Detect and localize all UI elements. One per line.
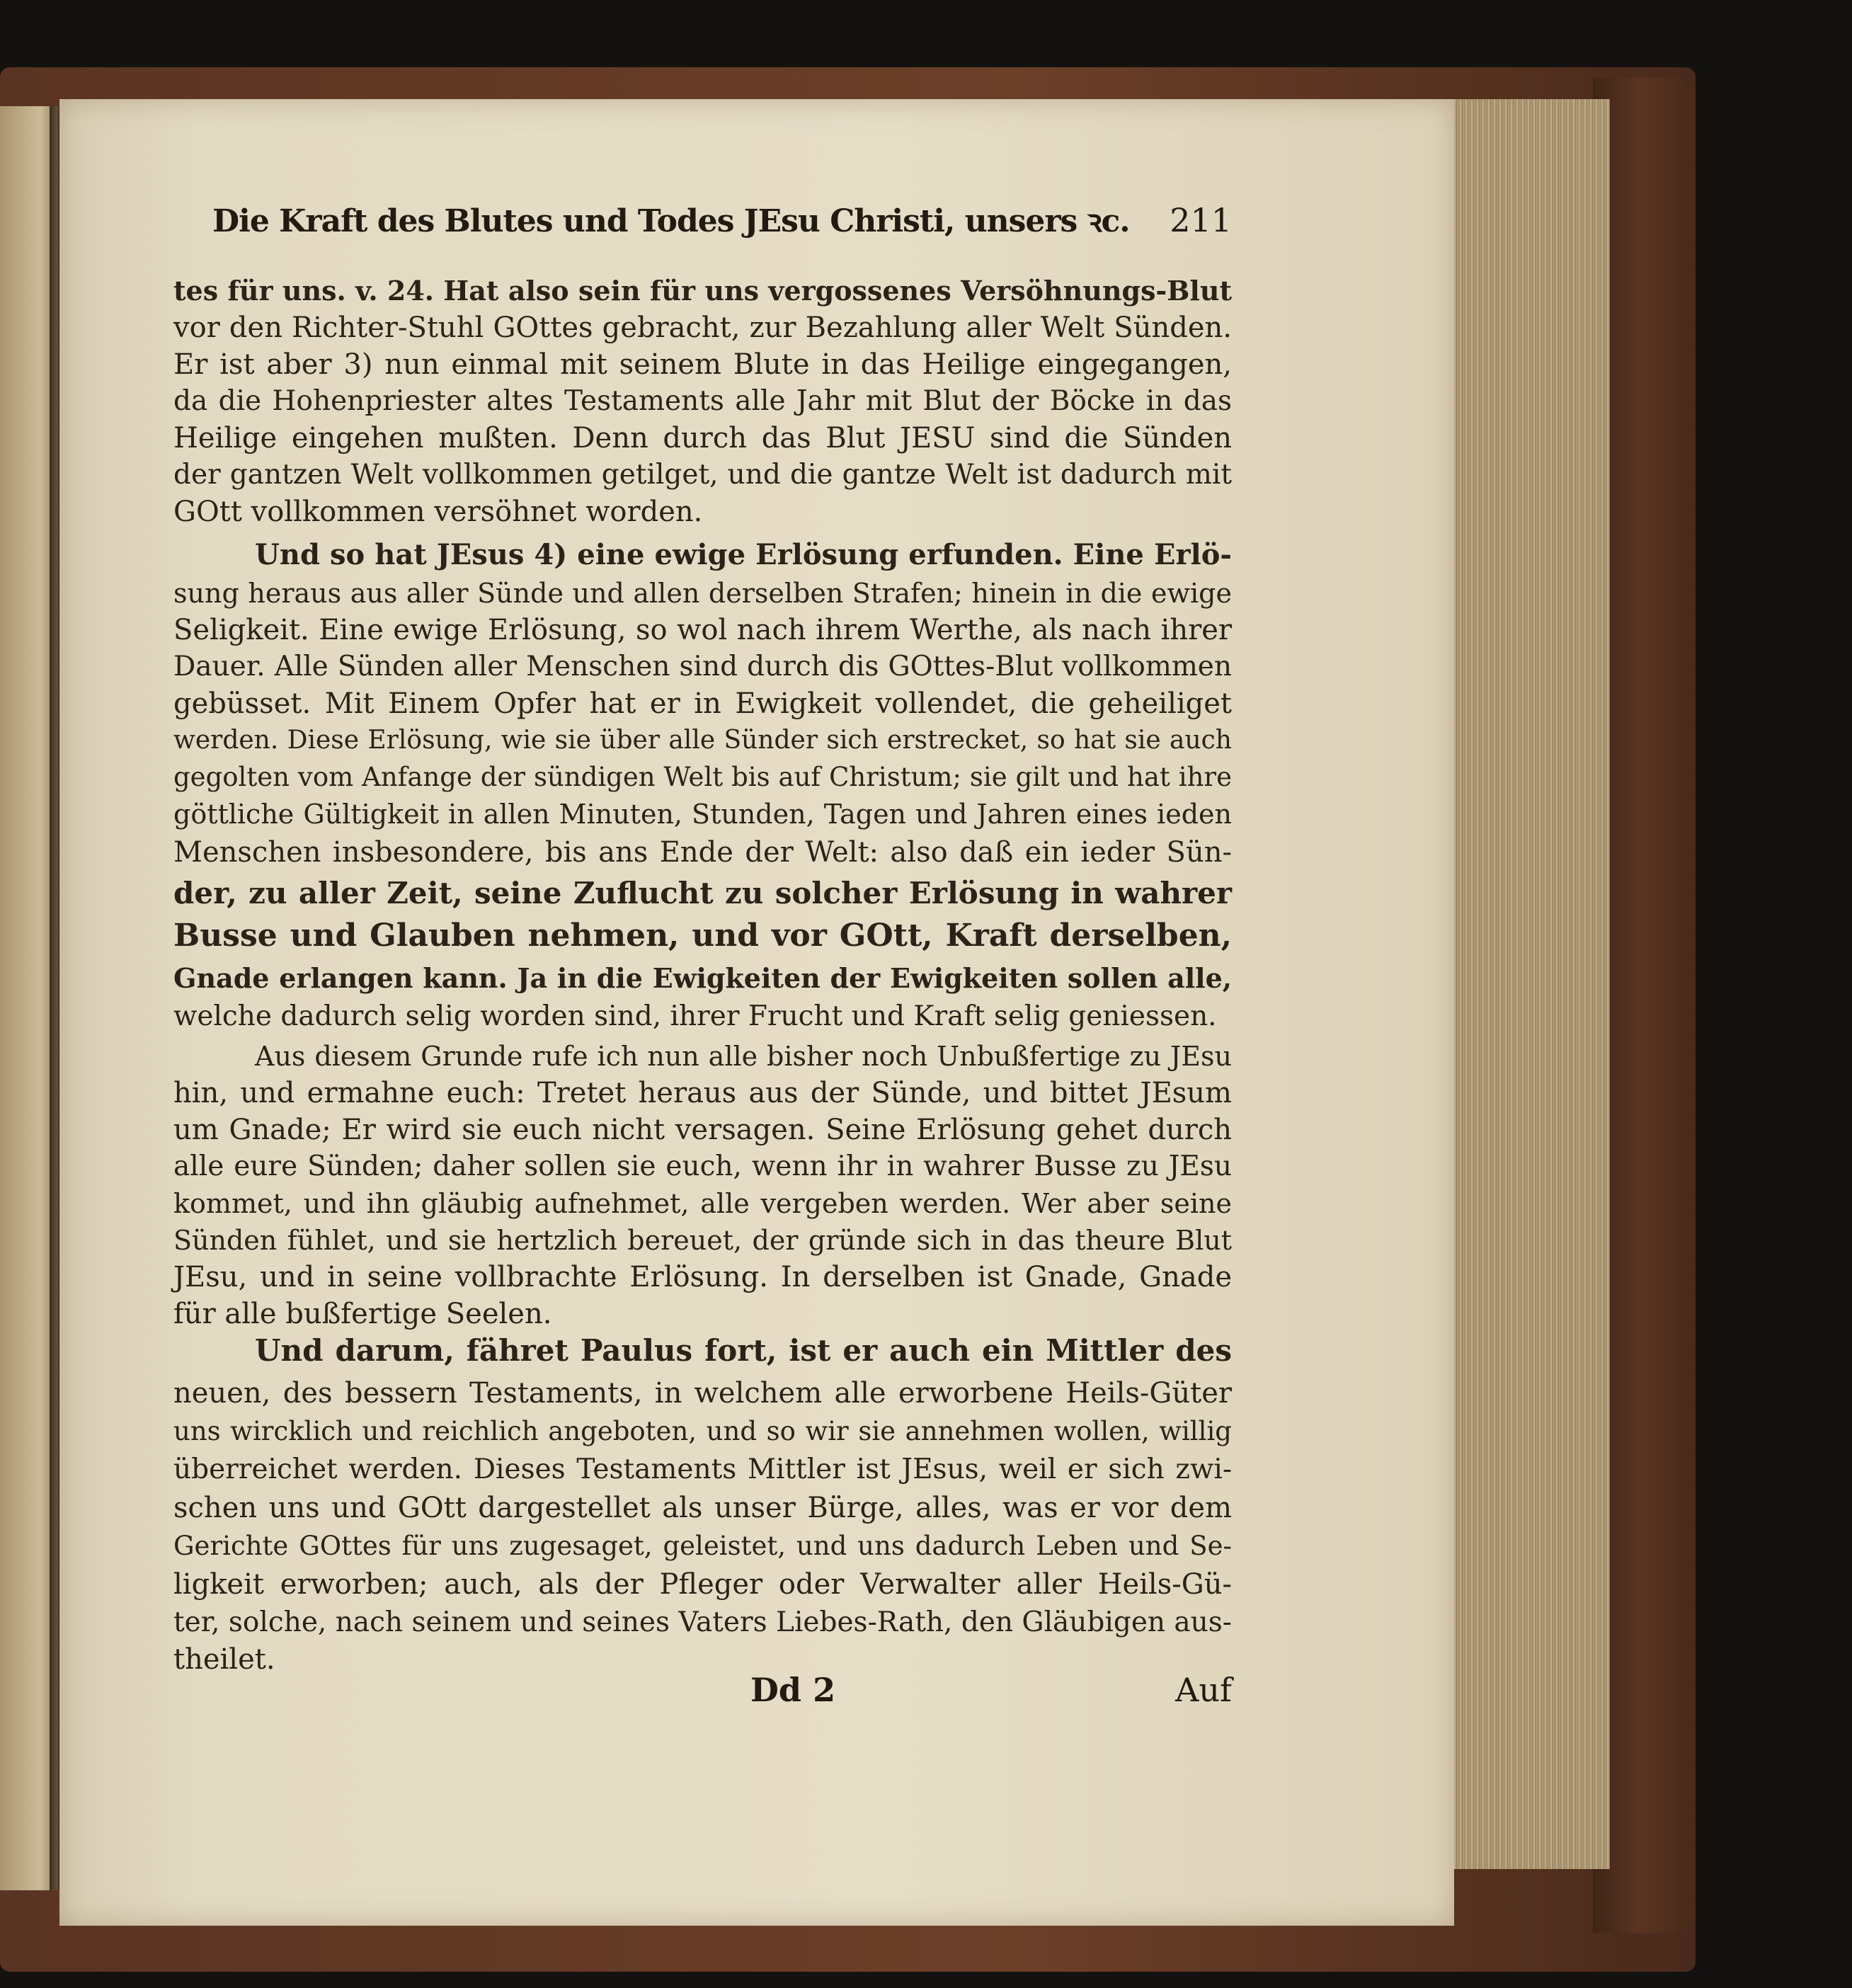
- text-line: gebüsset. Mit Einem Opfer hat er in Ewigkeit vollendet, die geheiliget: [173, 687, 1232, 720]
- text-line: Menschen insbesondere, bis ans Ende der Welt: also daß ein ieder Sün-: [173, 836, 1232, 869]
- text-line: Er ist aber 3) nun einmal mit seinem Blute in das Heilige eingegangen,: [173, 348, 1232, 381]
- text-line: Aus diesem Grunde rufe ich nun alle bisher noch Unbußfertige zu JEsu: [255, 1041, 1232, 1072]
- text-line: uns wircklich und reichlich angeboten, und so wir sie annehmen wollen, willig: [173, 1416, 1232, 1446]
- text-line: gegolten vom Anfange der sündigen Welt bis auf Christum; sie gilt und hat ihre: [173, 762, 1232, 792]
- text-line: GOtt vollkommen versöhnet worden.: [173, 496, 703, 528]
- text-line: kommet, und ihn gläubig aufnehmet, alle vergeben werden. Wer aber seine: [173, 1188, 1232, 1219]
- text-line: Gnade erlangen kann. Ja in die Ewigkeiten der Ewigkeiten sollen alle,: [173, 962, 1232, 994]
- text-line: werden. Diese Erlösung, wie sie über alle Sünder sich erstrecket, so hat sie auch: [173, 726, 1232, 755]
- running-title: Die Kraft des Blutes und Todes JEsu Christi, unsers ꝛc.: [212, 203, 1130, 239]
- text-line: tes für uns. v. 24. Hat also sein für uns vergossenes Versöhnungs-Blut: [173, 275, 1232, 307]
- text-line: ter, solche, nach seinem und seines Vaters Liebes-Rath, den Gläubigen aus-: [173, 1606, 1232, 1638]
- signature-mark: Dd 2: [750, 1671, 836, 1709]
- text-line: sung heraus aus aller Sünde und allen derselben Strafen; hinein in die ewige: [173, 578, 1232, 609]
- page-number: 211: [1170, 201, 1232, 239]
- running-head: [212, 198, 1232, 255]
- text-line: göttliche Gültigkeit in allen Minuten, Stunden, Tagen und Jahren eines ieden: [173, 799, 1232, 830]
- text-line: ligkeit erworben; auch, als der Pfleger oder Verwalter aller Heils-Gü-: [173, 1568, 1232, 1601]
- text-line: Sünden fühlet, und sie hertzlich bereuet, der gründe sich in das theure Blut: [173, 1225, 1232, 1256]
- text-line: der gantzen Welt vollkommen getilget, und die gantze Welt ist dadurch mit: [173, 459, 1232, 491]
- text-line: welche dadurch selig worden sind, ihrer Frucht und Kraft selig geniessen.: [173, 1000, 1217, 1032]
- text-line: Gerichte GOttes für uns zugesaget, geleistet, und uns dadurch Leben und Se-: [173, 1531, 1232, 1561]
- text-line: um Gnade; Er wird sie euch nicht versagen. Seine Erlösung gehet durch: [173, 1114, 1232, 1146]
- catchword: Auf: [1175, 1671, 1232, 1709]
- page-footer: [750, 1671, 1232, 1720]
- text-line: Busse und Glauben nehmen, und vor GOtt, Kraft derselben,: [173, 918, 1232, 954]
- text-line: überreichet werden. Dieses Testaments Mittler ist JEsus, weil er sich zwi-: [173, 1453, 1232, 1485]
- text-line: hin, und ermahne euch: Tretet heraus aus der Sünde, und bittet JEsum: [173, 1077, 1232, 1109]
- text-line: vor den Richter-Stuhl GOttes gebracht, zur Bezahlung aller Welt Sünden.: [173, 312, 1232, 344]
- text-line: theilet.: [173, 1643, 275, 1676]
- text-line: Seligkeit. Eine ewige Erlösung, so wol nach ihrem Werthe, als nach ihrer: [173, 614, 1232, 646]
- page-block-edges: [1439, 99, 1610, 1869]
- text-line: schen uns und GOtt dargestellet als unser Bürge, alles, was er vor dem: [173, 1492, 1232, 1524]
- text-line: Und darum, fähret Paulus fort, ist er auch ein Mittler des: [255, 1333, 1232, 1368]
- text-line: Heilige eingehen mußten. Denn durch das Blut JESU sind die Sünden: [173, 422, 1232, 455]
- text-line: Dauer. Alle Sünden aller Menschen sind durch dis GOttes-Blut vollkommen: [173, 651, 1232, 682]
- text-line: alle eure Sünden; daher sollen sie euch, wenn ihr in wahrer Busse zu JEsu: [173, 1150, 1232, 1182]
- text-line: da die Hohenpriester altes Testaments alle Jahr mit Blut der Böcke in das: [173, 385, 1232, 417]
- text-line: für alle bußfertige Seelen.: [173, 1298, 552, 1330]
- text-line: Und so hat JEsus 4) eine ewige Erlösung erfunden. Eine Erlö-: [255, 538, 1232, 571]
- text-line: JEsu, und in seine vollbrachte Erlösung. In derselben ist Gnade, Gnade: [173, 1261, 1232, 1293]
- text-line: der, zu aller Zeit, seine Zuflucht zu solcher Erlösung in wahrer: [173, 876, 1232, 910]
- text-line: neuen, des bessern Testaments, in welchem alle erworbene Heils-Güter: [173, 1377, 1232, 1410]
